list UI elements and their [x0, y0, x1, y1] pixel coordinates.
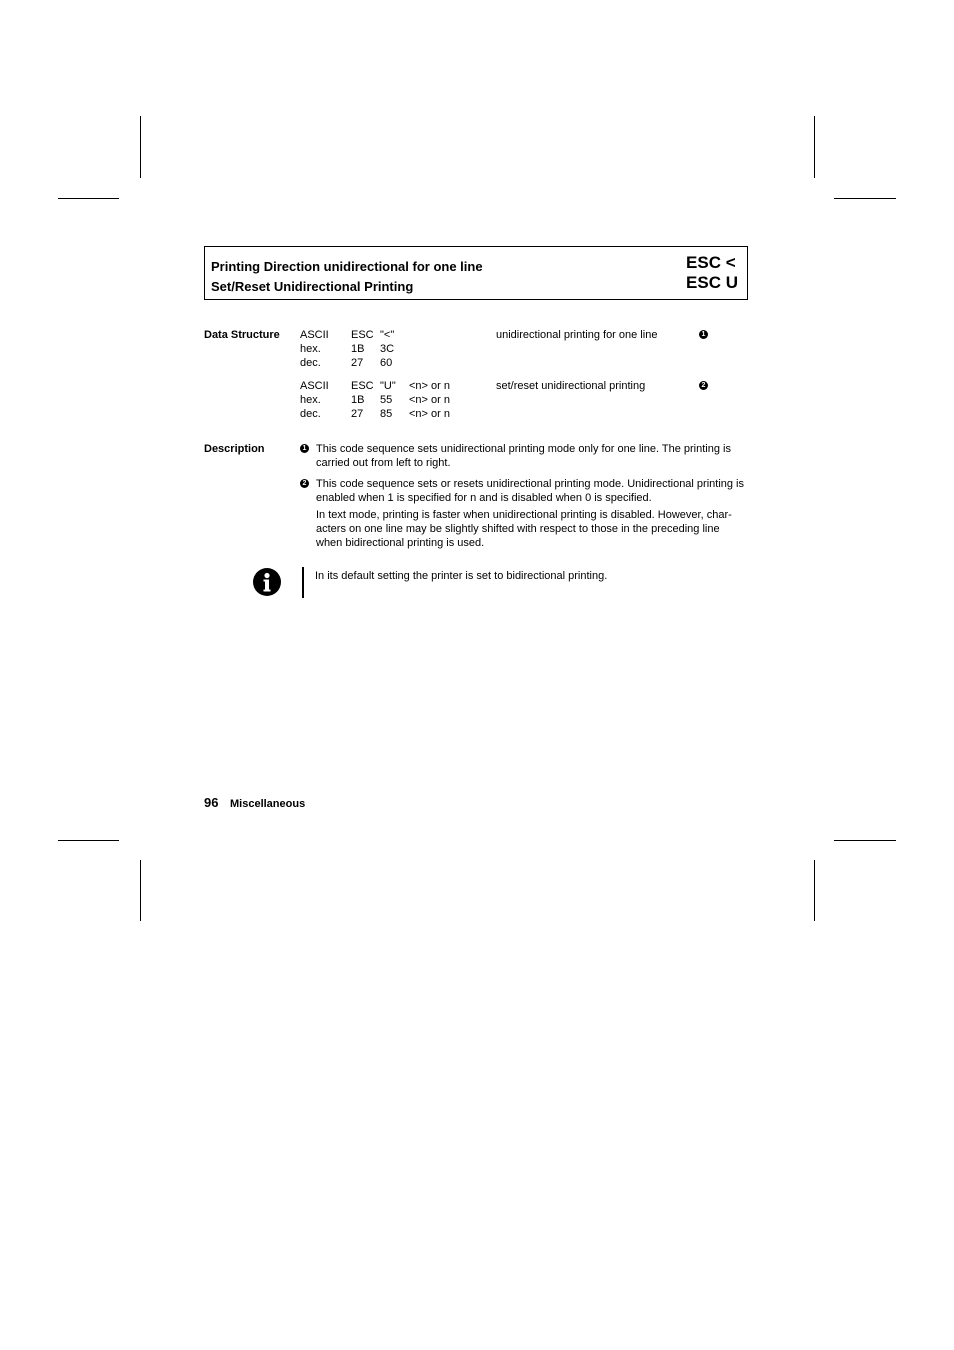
header-code-1: ESC < [686, 253, 736, 272]
crop-mark [58, 840, 119, 841]
cmd2-row3-c2: 85 [380, 408, 393, 420]
cmd1-row1-base: ASCII [300, 329, 329, 341]
desc-marker-1: 1 [300, 444, 309, 453]
crop-mark [140, 116, 141, 178]
info-icon [253, 568, 281, 596]
note-bar [302, 567, 304, 598]
cmd2-row1-c3: <n> or n [409, 380, 450, 392]
page-number: 96 [204, 795, 219, 810]
cmd2-row2-base: hex. [300, 394, 321, 406]
header-title-1: Printing Direction unidirectional for one line [211, 259, 483, 274]
desc-marker-2: 2 [300, 479, 309, 488]
header-codes [686, 253, 738, 293]
crop-mark [814, 860, 815, 921]
cmd2-row1-c1: ESC [351, 380, 374, 392]
cmd2-row3-base: dec. [300, 408, 321, 420]
crop-mark [140, 860, 141, 921]
header-title-2: Set/Reset Unidirectional Printing [211, 279, 414, 294]
desc-paragraph-3: In text mode, printing is faster when unidirectional printing is disabled. However, char-acters on one line may be slightly shifted with respect to those in the preceding line when bidirectional printing is used. [316, 509, 732, 549]
note-text: In its default setting the printer is set to bidirectional printing. [315, 570, 608, 582]
crop-mark [834, 198, 896, 199]
desc-paragraph-2: This code sequence sets or resets unidirectional printing mode. Unidirectional printing is enabled when 1 is specified for n and is disabled when 0 is specified. [316, 478, 745, 504]
header-titles [211, 257, 483, 297]
command-header [204, 246, 748, 300]
cmd1-row1-c1: ESC [351, 329, 374, 341]
description-label: Description [204, 443, 265, 455]
cmd1-row2-c2: 3C [380, 343, 395, 355]
cmd2-row1-c2: "U" [380, 380, 396, 392]
cmd1-row3-base: dec. [300, 357, 321, 369]
crop-mark [814, 116, 815, 178]
cmd1-row3-c1: 27 [351, 357, 364, 369]
marker-1: 1 [699, 330, 708, 339]
cmd1-row3-c2: 60 [380, 357, 393, 369]
marker-2: 2 [699, 381, 708, 390]
section-title: Miscellaneous [230, 798, 306, 810]
header-code-2: ESC U [686, 273, 738, 292]
cmd1-description: unidirectional printing for one line [496, 329, 658, 341]
data-structure-label: Data Structure [204, 329, 280, 341]
desc-paragraph-1: This code sequence sets unidirectional printing mode only for one line. The printing is carried out from left to right. [316, 443, 731, 469]
cmd1-row2-base: hex. [300, 343, 321, 355]
cmd1-row2-c1: 1B [351, 343, 365, 355]
cmd2-row2-c1: 1B [351, 394, 365, 406]
cmd2-row3-c3: <n> or n [409, 408, 450, 420]
cmd2-row3-c1: 27 [351, 408, 364, 420]
crop-mark [834, 840, 896, 841]
cmd2-row2-c2: 55 [380, 394, 393, 406]
cmd1-row1-c2: "<" [380, 329, 395, 341]
cmd2-description: set/reset unidirectional printing [496, 380, 646, 392]
cmd2-row1-base: ASCII [300, 380, 329, 392]
crop-mark [58, 198, 119, 199]
cmd2-row2-c3: <n> or n [409, 394, 450, 406]
